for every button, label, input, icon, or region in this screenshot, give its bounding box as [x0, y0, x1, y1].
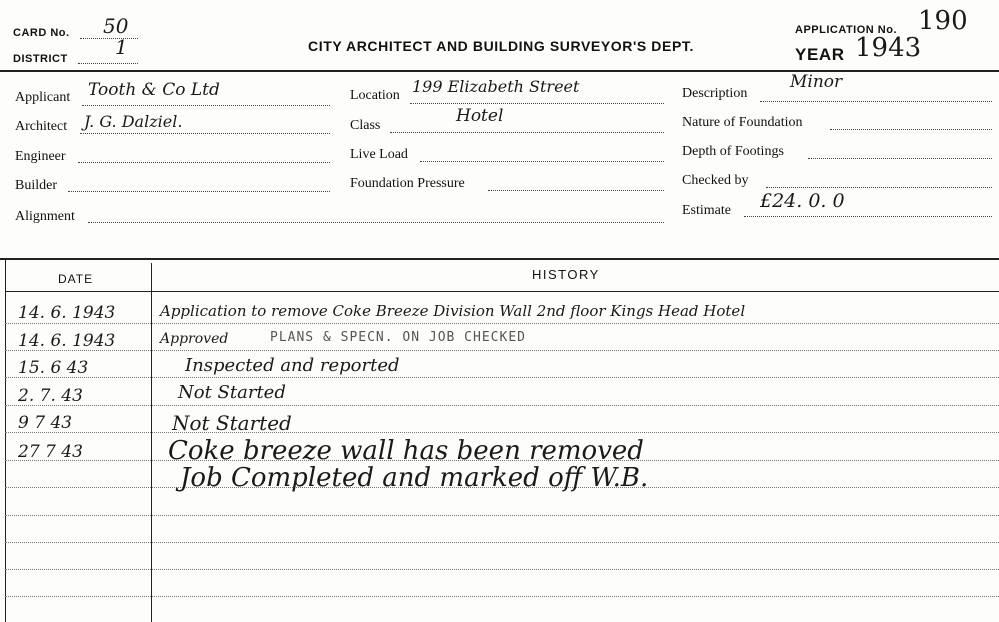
location-label: Location: [350, 88, 400, 103]
description-label: Description: [682, 86, 748, 101]
table-rule: [5, 515, 999, 516]
architect-label: Architect: [15, 119, 68, 134]
foundation-pressure-label: Foundation Pressure: [350, 176, 465, 191]
card-no-line: [80, 38, 138, 39]
date-header: DATE: [58, 272, 94, 286]
table-top-border: [0, 258, 999, 260]
builder-label: Builder: [15, 178, 57, 193]
row-history: Not Started: [178, 382, 286, 403]
row-date: 15. 6 43: [18, 358, 89, 378]
depth-line: [808, 158, 992, 159]
class-label: Class: [350, 118, 381, 133]
checked-by-label: Checked by: [682, 173, 749, 188]
live-load-label: Live Load: [350, 147, 408, 162]
table-rule: [5, 542, 999, 543]
table-header-rule: [5, 291, 999, 292]
year-label: YEAR: [795, 45, 845, 64]
location-line: [410, 103, 664, 104]
header-divider: [0, 70, 999, 72]
class-value: Hotel: [456, 106, 504, 126]
architect-line: [80, 133, 330, 134]
estimate-value: £24. 0. 0: [760, 190, 845, 212]
row-history: Job Completed and marked off W.B.: [180, 463, 649, 493]
department-title: CITY ARCHITECT AND BUILDING SURVEYOR'S DEPT.: [308, 38, 694, 54]
builder-line: [68, 191, 330, 192]
engineer-line: [78, 162, 330, 163]
row-date: 2. 7. 43: [18, 386, 83, 406]
year-value: 1943: [855, 33, 922, 63]
district-label: DISTRICT: [13, 53, 68, 65]
architect-value: J. G. Dalziel.: [84, 112, 183, 131]
application-no-label: APPLICATION No.: [795, 24, 898, 36]
depth-of-footings-label: Depth of Footings: [682, 144, 784, 159]
row-date: 9 7 43: [18, 413, 73, 433]
location-value: 199 Elizabeth Street: [412, 77, 580, 96]
foundation-pressure-line: [488, 190, 664, 191]
table-rule: [5, 405, 999, 406]
table-rule: [5, 596, 999, 597]
table-rule: [5, 350, 999, 351]
nature-of-foundation-label: Nature of Foundation: [682, 115, 803, 130]
class-line: [390, 132, 664, 133]
district-value: 1: [115, 35, 128, 59]
row-date: 27 7 43: [18, 442, 83, 462]
row-history: Not Started: [172, 411, 292, 435]
card-no-label: CARD No.: [13, 27, 70, 39]
table-rule: [5, 377, 999, 378]
row-history: Approved: [160, 331, 229, 347]
table-rule: [5, 569, 999, 570]
row-date: 14. 6. 1943: [18, 331, 116, 351]
card-no-value: 50: [103, 14, 129, 38]
table-left-border: [5, 259, 6, 622]
applicant-line: [82, 105, 330, 106]
checked-stamp: PLANS & SPECN. ON JOB CHECKED: [270, 330, 526, 345]
description-value: Minor: [790, 72, 843, 92]
district-line: [78, 63, 138, 64]
estimate-line: [744, 216, 992, 217]
alignment-label: Alignment: [15, 209, 75, 224]
row-history: Inspected and reported: [185, 355, 400, 376]
row-history: Application to remove Coke Breeze Division Wall 2nd floor Kings Head Hotel: [160, 302, 746, 320]
application-no-value: 190: [918, 6, 968, 36]
description-line: [760, 101, 992, 102]
row-history: Coke breeze wall has been removed: [168, 436, 644, 466]
alignment-line: [88, 222, 664, 223]
row-date: 14. 6. 1943: [18, 303, 116, 323]
estimate-label: Estimate: [682, 203, 731, 218]
checked-line: [766, 187, 992, 188]
applicant-value: Tooth & Co Ltd: [88, 80, 220, 100]
engineer-label: Engineer: [15, 149, 66, 164]
table-rule: [5, 432, 999, 433]
live-load-line: [420, 161, 664, 162]
table-rule: [5, 323, 999, 324]
history-header: HISTORY: [532, 267, 600, 282]
nature-line: [830, 129, 992, 130]
applicant-label: Applicant: [15, 90, 71, 105]
